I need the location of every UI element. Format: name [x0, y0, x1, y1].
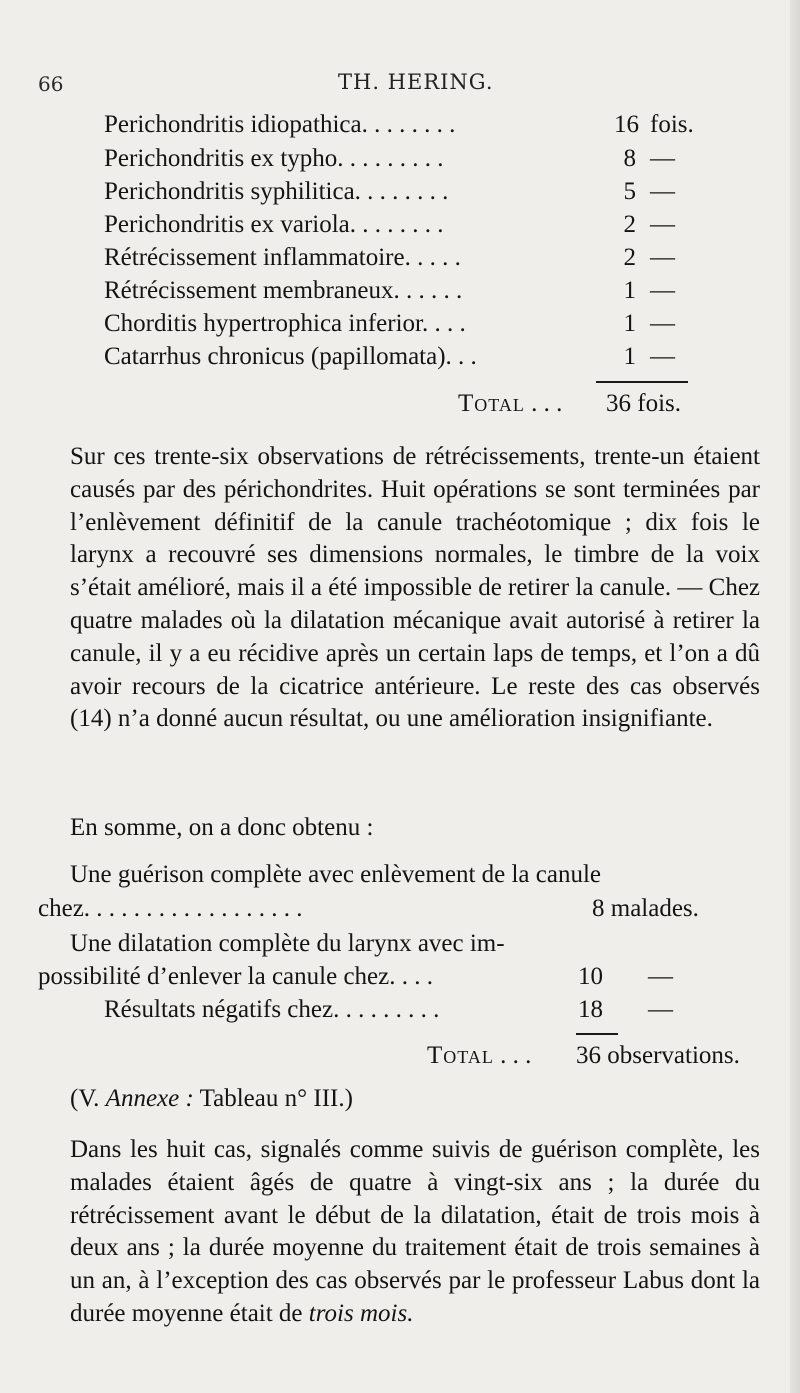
- stat-count: 1: [623, 277, 636, 304]
- statistics-total-value: 36 fois.: [606, 390, 681, 417]
- stat-unit: fois.: [650, 111, 694, 138]
- stat-unit: —: [650, 145, 675, 172]
- paragraph-text: Sur ces trente-six observations de rétrécissements, trente-un étaient causés par des périchondrites. Huit opérations se sont terminées par l’enlèvement définitif de la canule trachéotomique ; dix fois le larynx a recouvré ses dimensions normales, le timbre de la voix s’était amélioré, mais il a été impossible de retirer la canule. — Chez quatre malades où la dilatation mécanique avait autorisé à retirer la canule, il y a eu récidive après un certain laps de temps, et l’on a dû avoir recours de la cicatrice antérieure. Le reste des cas observés (14) n’a donné aucun résultat, ou une amélioration insignifiante.: [70, 443, 761, 733]
- paragraph-italic: trois mois.: [308, 1299, 414, 1327]
- stat-unit: —: [650, 178, 675, 205]
- stat-label: Chorditis hypertrophica inferior. . . .: [104, 310, 466, 337]
- stat-unit: —: [650, 244, 675, 271]
- total-dots: . . .: [531, 390, 563, 417]
- stat-count: 2: [623, 211, 636, 238]
- results-total: [427, 1040, 531, 1073]
- stat-label: Perichondritis idiopathica. . . . . . . .: [104, 111, 456, 138]
- stat-label: Perichondritis ex typho. . . . . . . . .: [104, 145, 444, 172]
- paragraph-main: Dans les huit cas, signalés comme suivis de guérison complète, les malades étaient âgés de quatre à vingt-six ans ; la durée du rétrécissement avant le début de la dilatation, était de trois mois à deux ans ; la durée moyenne du traitement était de trois semaines à un an, à l’exception des cas observés par le professeur Labus dont la durée moyenne était de: [70, 1136, 760, 1327]
- stat-count: 8: [623, 145, 636, 172]
- total-rule: [596, 381, 688, 383]
- stat-unit: —: [650, 211, 675, 238]
- result-item-3-unit: —: [648, 996, 673, 1023]
- paragraph-observations: [38, 441, 760, 736]
- stat-unit: —: [650, 277, 675, 304]
- result-item-2-count: 10: [578, 963, 603, 990]
- result-item-1-line-1: [38, 859, 760, 892]
- page-number: 66: [38, 72, 64, 96]
- running-head: TH. HERING.: [338, 70, 494, 94]
- stat-label: Rétrécissement inflammatoire. . . . .: [104, 244, 461, 271]
- result-item-2-line-2: possibilité d’enlever la canule chez. . . .: [38, 963, 433, 990]
- paragraph-recovery: [38, 1134, 760, 1331]
- result-text: Une guérison complète avec enlèvement de la canule: [70, 861, 602, 888]
- summary-intro: En somme, on a donc obtenu :: [70, 814, 374, 841]
- annex-prefix: (V.: [70, 1085, 106, 1112]
- result-item-1-line-2: chez. . . . . . . . . . . . . . . . . .: [38, 895, 303, 922]
- annex-italic: Annexe :: [105, 1085, 194, 1112]
- result-item-1-value: 8 malades.: [592, 895, 699, 922]
- stat-count: 5: [623, 178, 636, 205]
- result-item-3-count: 18: [578, 996, 603, 1023]
- results-total-value: 36 observations.: [576, 1042, 740, 1069]
- results-total-label: Total: [427, 1042, 494, 1069]
- annex-suffix: Tableau n° III.): [193, 1085, 353, 1112]
- paragraph-text: [38, 1134, 760, 1331]
- total-label: Total: [458, 390, 525, 417]
- result-item-2-line-1: Une dilatation complète du larynx avec im-: [70, 930, 505, 957]
- statistics-total: [458, 388, 562, 421]
- stat-label: Perichondritis syphilitica. . . . . . . .: [104, 178, 449, 205]
- stat-label: Catarrhus chronicus (papillomata). . .: [104, 343, 477, 370]
- annex-reference: [70, 1083, 353, 1116]
- result-item-3-label: Résultats négatifs chez. . . . . . . . .: [104, 996, 440, 1023]
- stat-label: Perichondritis ex variola. . . . . . . .: [104, 211, 444, 238]
- stat-count: 1: [623, 310, 636, 337]
- stat-count: 16: [614, 111, 639, 138]
- result-item-2-unit: —: [648, 963, 673, 990]
- stat-count: 2: [623, 244, 636, 271]
- stat-unit: —: [650, 310, 675, 337]
- stat-count: 1: [623, 343, 636, 370]
- results-total-rule: [576, 1033, 618, 1035]
- page-edge: [790, 0, 800, 1393]
- stat-label: Rétrécissement membraneux. . . . . .: [104, 277, 463, 304]
- results-total-dots: . . .: [500, 1042, 532, 1069]
- stat-unit: —: [650, 343, 675, 370]
